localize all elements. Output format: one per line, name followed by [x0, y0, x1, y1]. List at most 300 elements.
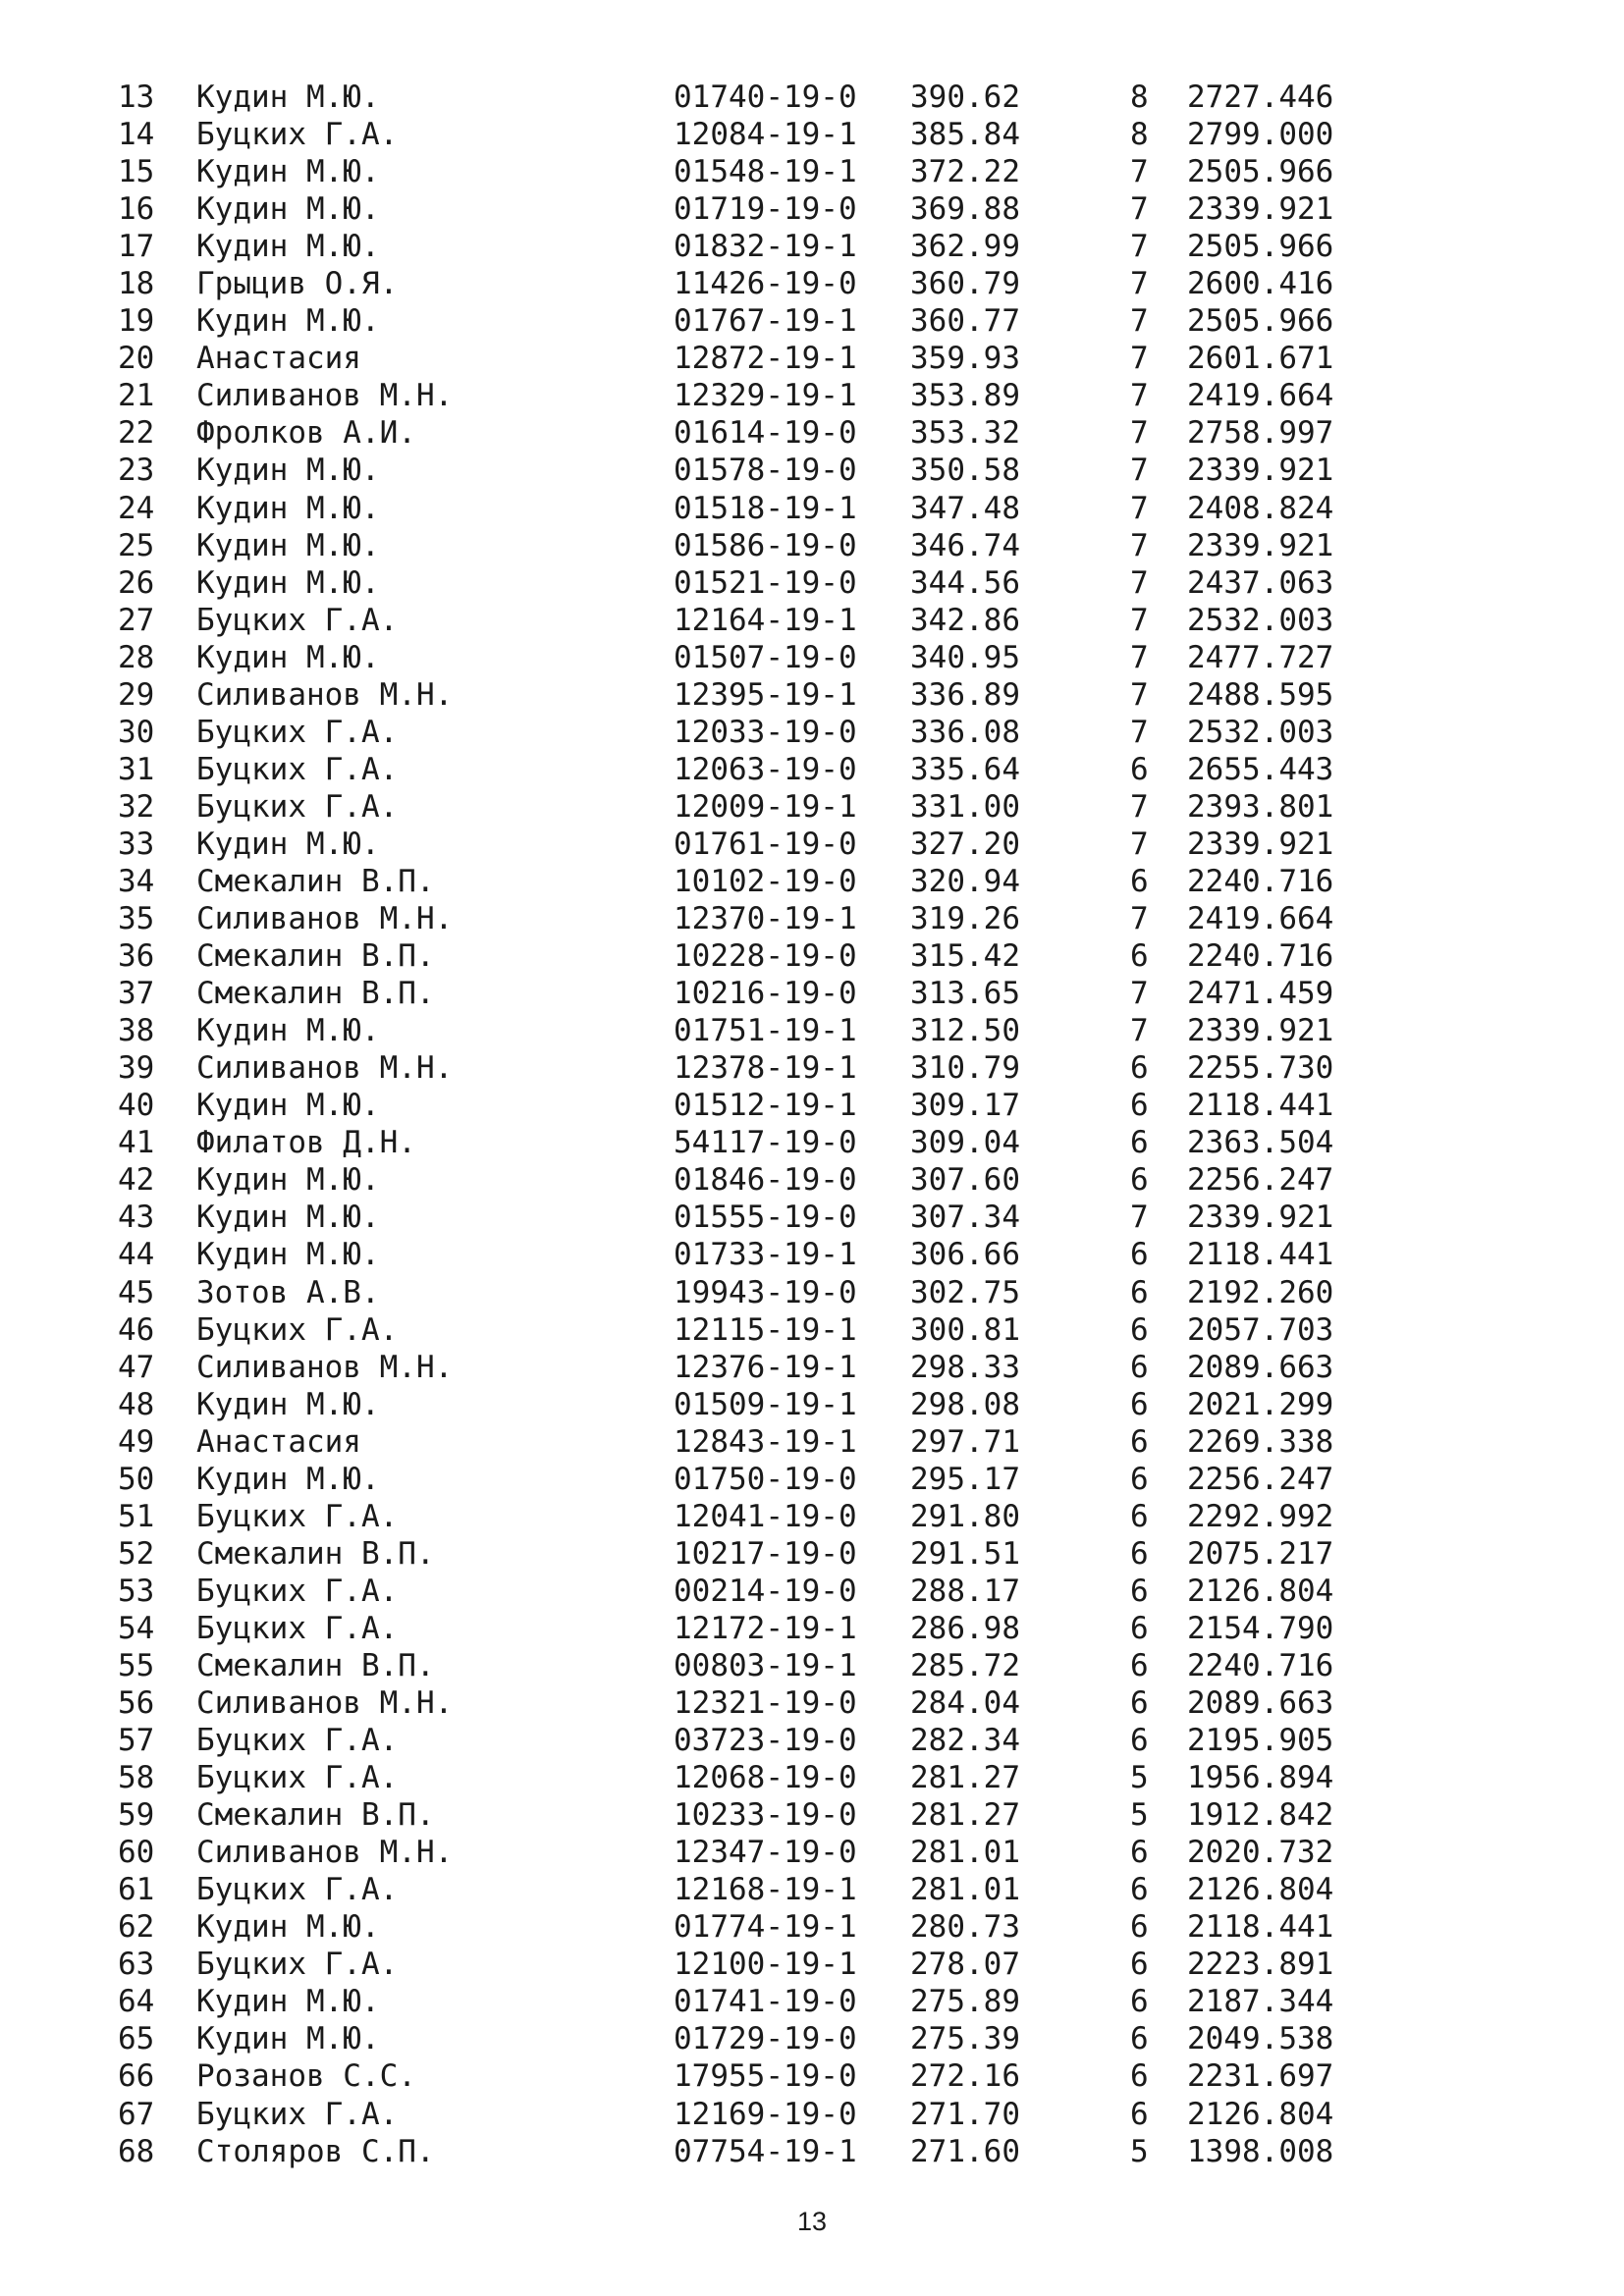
record-id: 12115-19-1 [674, 1311, 857, 1348]
score-value: 286.98 [910, 1610, 1020, 1646]
total-value: 2126.804 [1187, 2096, 1334, 2132]
record-id: 12164-19-1 [674, 602, 857, 638]
class-value: 7 [1130, 527, 1149, 563]
table-row [114, 1161, 1390, 1199]
class-value: 6 [1130, 1349, 1149, 1385]
row-number: 50 [118, 1461, 155, 1497]
table-row [114, 452, 1390, 489]
record-id: 01751-19-1 [674, 1013, 857, 1049]
table-row [114, 1946, 1390, 1983]
owner-name: Буцких Г.А. [196, 1610, 399, 1646]
class-value: 6 [1130, 1872, 1149, 1908]
score-value: 320.94 [910, 863, 1020, 899]
owner-name: Столяров С.П. [196, 2133, 435, 2169]
owner-name: Буцких Г.А. [196, 602, 399, 638]
owner-name: Кудин М.Ю. [196, 1088, 380, 1124]
owner-name: Кудин М.Ю. [196, 1162, 380, 1199]
score-value: 335.64 [910, 751, 1020, 787]
class-value: 7 [1130, 602, 1149, 638]
class-value: 7 [1130, 154, 1149, 190]
total-value: 1398.008 [1187, 2133, 1334, 2169]
class-value: 6 [1130, 938, 1149, 975]
score-value: 300.81 [910, 1311, 1020, 1348]
total-value: 2021.299 [1187, 1386, 1334, 1422]
row-number: 56 [118, 1685, 155, 1722]
table-row [114, 826, 1390, 863]
record-id: 12041-19-0 [674, 1498, 857, 1534]
owner-name: Силиванов М.Н. [196, 1349, 454, 1385]
score-value: 281.01 [910, 1835, 1020, 1871]
score-value: 342.86 [910, 602, 1020, 638]
total-value: 2408.824 [1187, 490, 1334, 526]
class-value: 6 [1130, 1723, 1149, 1759]
record-id: 12063-19-0 [674, 751, 857, 787]
total-value: 2339.921 [1187, 191, 1334, 228]
total-value: 2393.801 [1187, 788, 1334, 825]
score-value: 362.99 [910, 229, 1020, 265]
class-value: 6 [1130, 1984, 1149, 2020]
total-value: 2089.663 [1187, 1685, 1334, 1722]
row-number: 46 [118, 1311, 155, 1348]
score-value: 336.08 [910, 714, 1020, 750]
row-number: 20 [118, 341, 155, 377]
owner-name: Буцких Г.А. [196, 1872, 399, 1908]
record-id: 01750-19-0 [674, 1461, 857, 1497]
row-number: 54 [118, 1610, 155, 1646]
score-value: 340.95 [910, 639, 1020, 675]
row-number: 37 [118, 976, 155, 1012]
total-value: 2758.997 [1187, 415, 1334, 452]
total-value: 2269.338 [1187, 1423, 1334, 1460]
total-value: 2057.703 [1187, 1311, 1334, 1348]
table-row [114, 1796, 1390, 1834]
record-id: 00803-19-1 [674, 1647, 857, 1683]
score-value: 288.17 [910, 1573, 1020, 1609]
row-number: 60 [118, 1835, 155, 1871]
results-table [114, 79, 1390, 2170]
owner-name: Кудин М.Ю. [196, 1386, 380, 1422]
score-value: 315.42 [910, 938, 1020, 975]
record-id: 03723-19-0 [674, 1723, 857, 1759]
class-value: 6 [1130, 2058, 1149, 2095]
table-row [114, 116, 1390, 153]
score-value: 360.77 [910, 303, 1020, 340]
score-value: 275.89 [910, 1984, 1020, 2020]
record-id: 12347-19-0 [674, 1835, 857, 1871]
table-row [114, 2133, 1390, 2170]
total-value: 2799.000 [1187, 117, 1334, 153]
owner-name: Силиванов М.Н. [196, 676, 454, 713]
class-value: 8 [1130, 80, 1149, 115]
row-number: 32 [118, 788, 155, 825]
record-id: 01729-19-0 [674, 2021, 857, 2057]
table-row [114, 1199, 1390, 1236]
owner-name: Кудин М.Ю. [196, 1984, 380, 2020]
row-number: 49 [118, 1423, 155, 1460]
table-row [114, 2096, 1390, 2133]
owner-name: Силиванов М.Н. [196, 378, 454, 414]
class-value: 7 [1130, 564, 1149, 601]
record-id: 01518-19-1 [674, 490, 857, 526]
table-row [114, 1573, 1390, 1610]
record-id: 01832-19-1 [674, 229, 857, 265]
class-value: 7 [1130, 676, 1149, 713]
score-value: 298.33 [910, 1349, 1020, 1385]
owner-name: Кудин М.Ю. [196, 639, 380, 675]
row-number: 55 [118, 1647, 155, 1683]
total-value: 2240.716 [1187, 938, 1334, 975]
total-value: 2256.247 [1187, 1162, 1334, 1199]
table-row [114, 1349, 1390, 1386]
table-row [114, 1274, 1390, 1311]
class-value: 6 [1130, 1125, 1149, 1161]
class-value: 6 [1130, 863, 1149, 899]
row-number: 39 [118, 1050, 155, 1087]
owner-name: Буцких Г.А. [196, 1573, 399, 1609]
total-value: 2231.697 [1187, 2058, 1334, 2095]
class-value: 6 [1130, 1461, 1149, 1497]
table-row [114, 153, 1390, 190]
class-value: 6 [1130, 1386, 1149, 1422]
record-id: 12370-19-1 [674, 901, 857, 937]
row-number: 27 [118, 602, 155, 638]
owner-name: Смекалин В.П. [196, 938, 435, 975]
total-value: 2437.063 [1187, 564, 1334, 601]
owner-name: Буцких Г.А. [196, 788, 399, 825]
class-value: 6 [1130, 1835, 1149, 1871]
table-row [114, 1498, 1390, 1535]
total-value: 2419.664 [1187, 901, 1334, 937]
table-row [114, 377, 1390, 414]
score-value: 327.20 [910, 826, 1020, 862]
score-value: 336.89 [910, 676, 1020, 713]
owner-name: Кудин М.Ю. [196, 490, 380, 526]
record-id: 12395-19-1 [674, 676, 857, 713]
record-id: 01578-19-0 [674, 453, 857, 489]
table-row [114, 2020, 1390, 2057]
score-value: 298.08 [910, 1386, 1020, 1422]
owner-name: Буцких Г.А. [196, 117, 399, 153]
table-row [114, 228, 1390, 265]
owner-name: Смекалин В.П. [196, 1535, 435, 1572]
row-number: 24 [118, 490, 155, 526]
row-number: 17 [118, 229, 155, 265]
table-row [114, 863, 1390, 900]
table-row [114, 1834, 1390, 1871]
table-row [114, 1908, 1390, 1946]
row-number: 52 [118, 1535, 155, 1572]
record-id: 01846-19-0 [674, 1162, 857, 1199]
score-value: 353.32 [910, 415, 1020, 452]
total-value: 2020.732 [1187, 1835, 1334, 1871]
total-value: 2126.804 [1187, 1872, 1334, 1908]
score-value: 285.72 [910, 1647, 1020, 1683]
record-id: 01586-19-0 [674, 527, 857, 563]
table-row [114, 676, 1390, 714]
total-value: 2256.247 [1187, 1461, 1334, 1497]
table-row [114, 1423, 1390, 1461]
owner-name: Кудин М.Ю. [196, 826, 380, 862]
owner-name: Кудин М.Ю. [196, 2021, 380, 2057]
class-value: 5 [1130, 1760, 1149, 1796]
owner-name: Силиванов М.Н. [196, 1835, 454, 1871]
owner-name: Кудин М.Ю. [196, 303, 380, 340]
score-value: 297.71 [910, 1423, 1020, 1460]
record-id: 12009-19-1 [674, 788, 857, 825]
total-value: 2075.217 [1187, 1535, 1334, 1572]
total-value: 2223.891 [1187, 1947, 1334, 1983]
class-value: 6 [1130, 1162, 1149, 1199]
total-value: 2471.459 [1187, 976, 1334, 1012]
table-row [114, 788, 1390, 826]
record-id: 01740-19-0 [674, 80, 857, 115]
record-id: 01521-19-0 [674, 564, 857, 601]
record-id: 12378-19-1 [674, 1050, 857, 1087]
total-value: 2655.443 [1187, 751, 1334, 787]
record-id: 12172-19-1 [674, 1610, 857, 1646]
record-id: 00214-19-0 [674, 1573, 857, 1609]
total-value: 2505.966 [1187, 229, 1334, 265]
total-value: 2505.966 [1187, 154, 1334, 190]
row-number: 21 [118, 378, 155, 414]
row-number: 28 [118, 639, 155, 675]
table-row [114, 79, 1390, 116]
owner-name: Смекалин В.П. [196, 976, 435, 1012]
class-value: 7 [1130, 1013, 1149, 1049]
owner-name: Смекалин В.П. [196, 863, 435, 899]
record-id: 01509-19-1 [674, 1386, 857, 1422]
table-row [114, 414, 1390, 452]
record-id: 12872-19-1 [674, 341, 857, 377]
owner-name: Кудин М.Ю. [196, 453, 380, 489]
total-value: 2049.538 [1187, 2021, 1334, 2057]
class-value: 6 [1130, 1050, 1149, 1087]
score-value: 295.17 [910, 1461, 1020, 1497]
owner-name: Буцких Г.А. [196, 1498, 399, 1534]
record-id: 01719-19-0 [674, 191, 857, 228]
record-id: 11426-19-0 [674, 266, 857, 302]
class-value: 7 [1130, 341, 1149, 377]
owner-name: Филатов Д.Н. [196, 1125, 416, 1161]
owner-name: Кудин М.Ю. [196, 527, 380, 563]
total-value: 2187.344 [1187, 1984, 1334, 2020]
total-value: 2601.671 [1187, 341, 1334, 377]
score-value: 302.75 [910, 1274, 1020, 1310]
table-row [114, 340, 1390, 377]
row-number: 57 [118, 1723, 155, 1759]
owner-name: Силиванов М.Н. [196, 1685, 454, 1722]
table-row [114, 564, 1390, 602]
owner-name: Кудин М.Ю. [196, 1013, 380, 1049]
record-id: 10233-19-0 [674, 1797, 857, 1834]
score-value: 307.60 [910, 1162, 1020, 1199]
total-value: 2118.441 [1187, 1237, 1334, 1273]
table-row [114, 937, 1390, 975]
score-value: 281.01 [910, 1872, 1020, 1908]
class-value: 7 [1130, 266, 1149, 302]
owner-name: Буцких Г.А. [196, 1723, 399, 1759]
score-value: 372.22 [910, 154, 1020, 190]
total-value: 2240.716 [1187, 1647, 1334, 1683]
row-number: 62 [118, 1909, 155, 1946]
table-row [114, 490, 1390, 527]
score-value: 319.26 [910, 901, 1020, 937]
total-value: 2126.804 [1187, 1573, 1334, 1609]
record-id: 10216-19-0 [674, 976, 857, 1012]
owner-name: Анастасия [196, 1423, 361, 1460]
score-value: 369.88 [910, 191, 1020, 228]
score-value: 310.79 [910, 1050, 1020, 1087]
table-row [114, 1461, 1390, 1498]
class-value: 6 [1130, 2021, 1149, 2057]
table-row [114, 1535, 1390, 1573]
row-number: 53 [118, 1573, 155, 1609]
record-id: 01774-19-1 [674, 1909, 857, 1946]
score-value: 309.04 [910, 1125, 1020, 1161]
class-value: 6 [1130, 751, 1149, 787]
row-number: 25 [118, 527, 155, 563]
record-id: 54117-19-0 [674, 1125, 857, 1161]
total-value: 2339.921 [1187, 826, 1334, 862]
record-id: 10217-19-0 [674, 1535, 857, 1572]
class-value: 6 [1130, 1274, 1149, 1310]
table-row [114, 265, 1390, 302]
total-value: 2292.992 [1187, 1498, 1334, 1534]
score-value: 271.70 [910, 2096, 1020, 2132]
class-value: 6 [1130, 1423, 1149, 1460]
record-id: 01741-19-0 [674, 1984, 857, 2020]
class-value: 7 [1130, 415, 1149, 452]
score-value: 280.73 [910, 1909, 1020, 1946]
record-id: 12068-19-0 [674, 1760, 857, 1796]
row-number: 16 [118, 191, 155, 228]
total-value: 2727.446 [1187, 80, 1334, 115]
class-value: 7 [1130, 490, 1149, 526]
score-value: 359.93 [910, 341, 1020, 377]
total-value: 2240.716 [1187, 863, 1334, 899]
owner-name: Кудин М.Ю. [196, 191, 380, 228]
class-value: 7 [1130, 229, 1149, 265]
class-value: 6 [1130, 2096, 1149, 2132]
class-value: 7 [1130, 303, 1149, 340]
class-value: 6 [1130, 1088, 1149, 1124]
class-value: 6 [1130, 1311, 1149, 1348]
owner-name: Кудин М.Ю. [196, 1909, 380, 1946]
class-value: 7 [1130, 378, 1149, 414]
row-number: 58 [118, 1760, 155, 1796]
owner-name: Розанов С.С. [196, 2058, 416, 2095]
owner-name: Кудин М.Ю. [196, 1200, 380, 1236]
row-number: 61 [118, 1872, 155, 1908]
score-value: 307.34 [910, 1200, 1020, 1236]
owner-name: Буцких Г.А. [196, 2096, 399, 2132]
score-value: 385.84 [910, 117, 1020, 153]
total-value: 2363.504 [1187, 1125, 1334, 1161]
score-value: 282.34 [910, 1723, 1020, 1759]
row-number: 68 [118, 2133, 155, 2169]
record-id: 01555-19-0 [674, 1200, 857, 1236]
table-row [114, 2057, 1390, 2095]
row-number: 31 [118, 751, 155, 787]
score-value: 312.50 [910, 1013, 1020, 1049]
row-number: 14 [118, 117, 155, 153]
score-value: 284.04 [910, 1685, 1020, 1722]
row-number: 63 [118, 1947, 155, 1983]
table-row [114, 1871, 1390, 1908]
class-value: 7 [1130, 639, 1149, 675]
total-value: 2192.260 [1187, 1274, 1334, 1310]
row-number: 33 [118, 826, 155, 862]
score-value: 291.51 [910, 1535, 1020, 1572]
owner-name: Грыцив О.Я. [196, 266, 399, 302]
total-value: 2488.595 [1187, 676, 1334, 713]
record-id: 01548-19-1 [674, 154, 857, 190]
class-value: 7 [1130, 191, 1149, 228]
class-value: 6 [1130, 1909, 1149, 1946]
class-value: 5 [1130, 2133, 1149, 2169]
record-id: 01767-19-1 [674, 303, 857, 340]
score-value: 271.60 [910, 2133, 1020, 2169]
class-value: 7 [1130, 453, 1149, 489]
table-row [114, 1983, 1390, 2020]
total-value: 1956.894 [1187, 1760, 1334, 1796]
record-id: 01507-19-0 [674, 639, 857, 675]
table-row [114, 1386, 1390, 1423]
row-number: 45 [118, 1274, 155, 1310]
row-number: 35 [118, 901, 155, 937]
total-value: 2339.921 [1187, 1200, 1334, 1236]
score-value: 278.07 [910, 1947, 1020, 1983]
owner-name: Кудин М.Ю. [196, 229, 380, 265]
score-value: 331.00 [910, 788, 1020, 825]
table-row [114, 1012, 1390, 1049]
score-value: 275.39 [910, 2021, 1020, 2057]
table-row [114, 1722, 1390, 1759]
table-row [114, 639, 1390, 676]
table-row [114, 1124, 1390, 1161]
class-value: 7 [1130, 788, 1149, 825]
score-value: 309.17 [910, 1088, 1020, 1124]
class-value: 5 [1130, 1797, 1149, 1834]
class-value: 6 [1130, 1535, 1149, 1572]
table-row [114, 302, 1390, 340]
row-number: 29 [118, 676, 155, 713]
record-id: 12084-19-1 [674, 117, 857, 153]
record-id: 12329-19-1 [674, 378, 857, 414]
row-number: 15 [118, 154, 155, 190]
score-value: 390.62 [910, 80, 1020, 115]
row-number: 38 [118, 1013, 155, 1049]
table-row [114, 527, 1390, 564]
score-value: 306.66 [910, 1237, 1020, 1273]
score-value: 281.27 [910, 1760, 1020, 1796]
row-number: 23 [118, 453, 155, 489]
row-number: 65 [118, 2021, 155, 2057]
record-id: 12376-19-1 [674, 1349, 857, 1385]
row-number: 59 [118, 1797, 155, 1834]
class-value: 6 [1130, 1237, 1149, 1273]
owner-name: Буцких Г.А. [196, 1760, 399, 1796]
class-value: 7 [1130, 1200, 1149, 1236]
record-id: 12168-19-1 [674, 1872, 857, 1908]
record-id: 12033-19-0 [674, 714, 857, 750]
table-row [114, 714, 1390, 751]
class-value: 7 [1130, 826, 1149, 862]
row-number: 41 [118, 1125, 155, 1161]
row-number: 42 [118, 1162, 155, 1199]
row-number: 34 [118, 863, 155, 899]
owner-name: Кудин М.Ю. [196, 154, 380, 190]
